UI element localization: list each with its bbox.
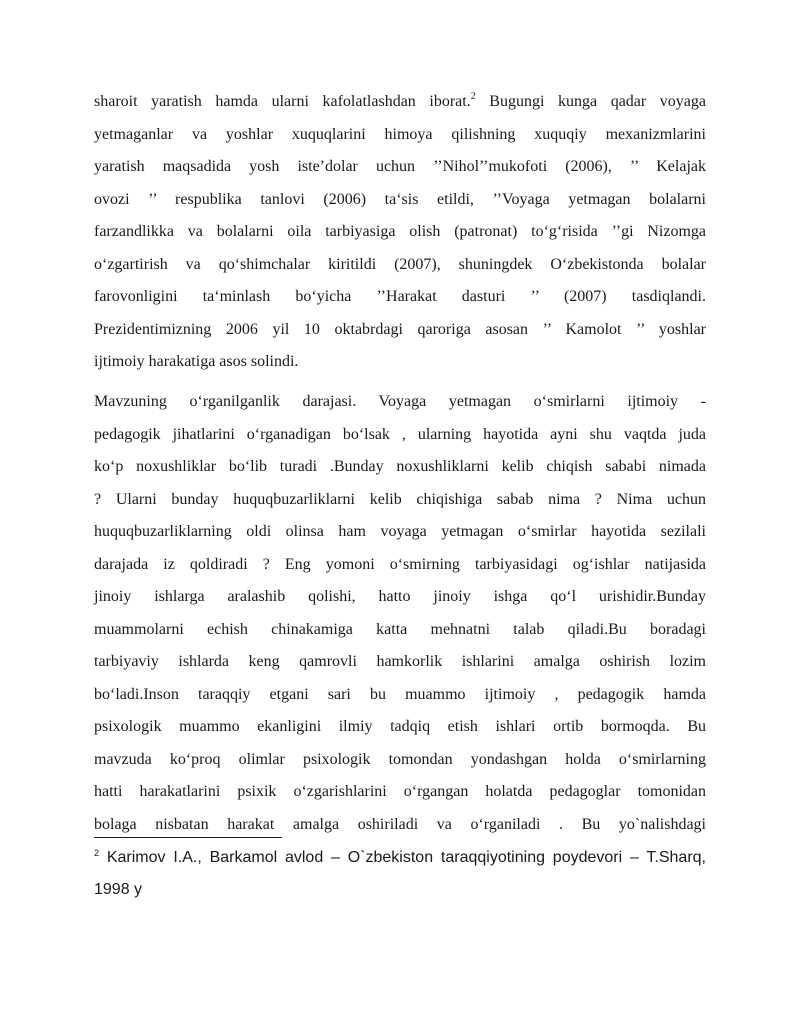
paragraph-line: pedagogik jihatlarini o‘rganadigan bo‘lsak , ularning hayotida ayni shu vaqtda juda [94, 425, 706, 443]
footnote-reference[interactable]: 2 [470, 91, 476, 102]
paragraph-2 [94, 386, 706, 841]
paragraph-line: ovozi ’’ respublika tanlovi (2006) ta‘sis etildi, ’’Voyaga yetmagan bolalarni [94, 190, 706, 208]
paragraph-line: mavzuda ko‘proq olimlar psixologik tomondan yondashgan holda o‘smirlarning [94, 750, 706, 768]
paragraph-line: Prezidentimizning 2006 yil 10 oktabrdagi qaroriga asosan ’’ Kamolot ’’ yoshlar [94, 320, 706, 338]
paragraph-1 [94, 86, 706, 379]
paragraph-line: bolaga nisbatan harakat amalga oshiriladi va o‘rganiladi . Bu yo`nalishdagi [94, 815, 706, 833]
paragraph-line: Mavzuning o‘rganilganlik darajasi. Voyaga yetmagan o‘smirlarni ijtimoiy - [94, 393, 706, 410]
paragraph-line: sharoit yaratish hamda ularni kafolatlashdan iborat.$^2$ Bugungi kunga qadar voyaga [94, 91, 707, 110]
paragraph-line: darajada iz qoldiradi ? Eng yomoni o‘smirning tarbiyasidagi og‘ishlar natijasida [94, 555, 706, 573]
paragraph-line: ijtimoiy harakatiga asos solindi. [94, 353, 299, 370]
paragraph-line: o‘zgartirish va qo‘shimchalar kiritildi (2007), shuningdek O‘zbekistonda bolalar [94, 255, 706, 273]
paragraph-line: huquqbuzarliklarning oldi olinsa ham voyaga yetmagan o‘smirlar hayotida sezilali [94, 523, 706, 540]
paragraph-line: jinoiy ishlarga aralashib qolishi, hatto jinoiy ishga qo‘l urishidir.Bunday [94, 588, 706, 605]
paragraph-line: ko‘p noxushliklar bo‘lib turadi .Bunday noxushliklarni kelib chiqish sababi nimada [94, 458, 706, 475]
paragraph-line: yetmaganlar va yoshlar xuquqlarini himoya qilishning xuquqiy mexanizmlarini [94, 125, 706, 143]
paragraph-line: ? Ularni bunday huquqbuzarliklarni kelib chiqishiga sabab nima ? Nima uchun [94, 490, 706, 508]
footnote-line: 1998 y [94, 881, 143, 898]
paragraph-line: hatti harakatlarini psixik o‘zgarishlarini o‘rgangan holatda pedagoglar tomonidan [94, 783, 706, 800]
paragraph-line: bo‘ladi.Inson taraqqiy etgani sari bu muammo ijtimoiy , pedagogik hamda [94, 685, 706, 703]
paragraph-line: yaratish maqsadida yosh iste’dolar uchun ’’Nihol’’mukofoti (2006), ’’ Kelajak [94, 158, 706, 175]
paragraph-line: psixologik muammo ekanligini ilmiy tadqiq etish ishlari ortib bormoqda. Bu [94, 718, 706, 735]
paragraph-line: farzandlikka va bolalarni oila tarbiyasiga olish (patronat) to‘g‘risida ’’gi Nizomga [94, 223, 706, 240]
paragraph-line: muammolarni echish chinakamiga katta mehnatni talab qiladi.Bu boradagi [94, 620, 706, 638]
paragraph-line: tarbiyaviy ishlarda keng qamrovli hamkorlik ishlarini amalga oshirish lozim [94, 653, 706, 670]
paragraph-line: farovonligini ta‘minlash bo‘yicha ’’Harakat dasturi ’’ (2007) tasdiqlandi. [94, 288, 706, 305]
footnote-line: $^2$ Karimov I.A., Barkamol avlod – O`zbekiston taraqqiyotining poydevori – T.Sharq, [94, 848, 706, 866]
footnote-separator [94, 837, 282, 838]
footnote [94, 842, 706, 906]
footnote-marker: 2 [94, 848, 100, 858]
